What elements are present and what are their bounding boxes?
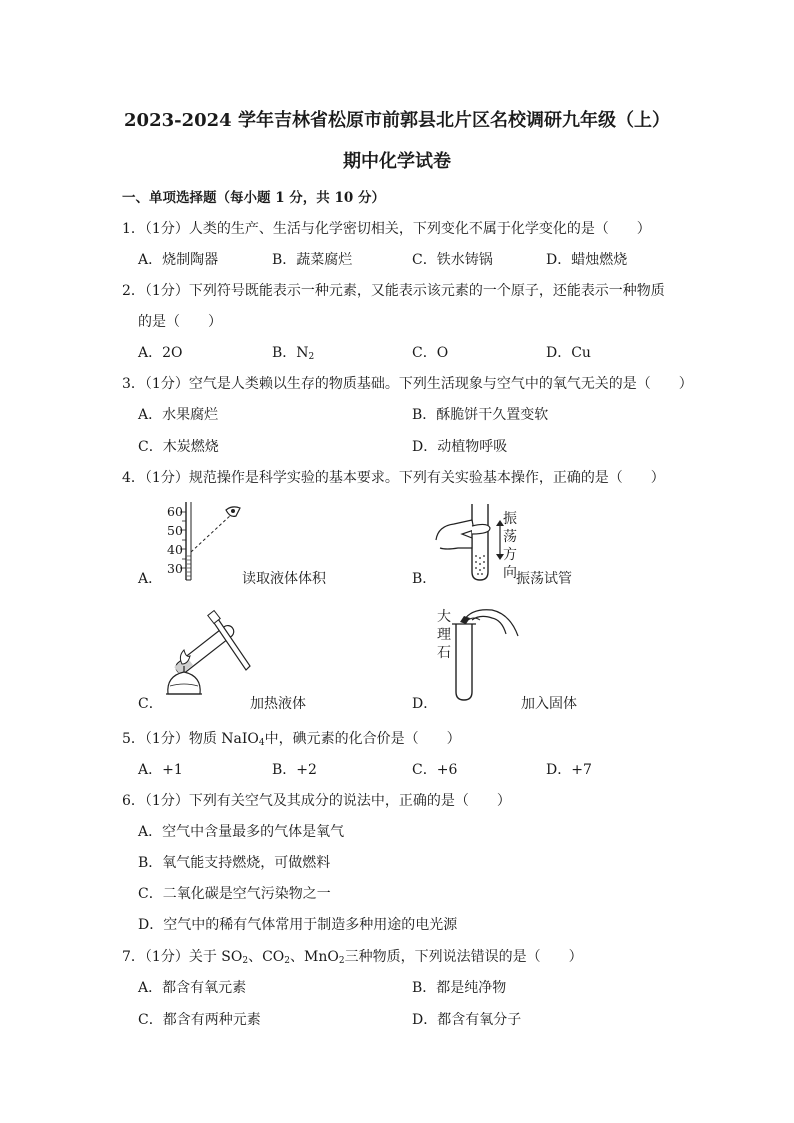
shake-label-2: 荡 [503,529,517,545]
figure-a-caption: 读取液体体积 [242,571,326,587]
question-7-stem-d: 三种物质，下列说法错误的是（ ） [344,949,583,965]
question-2-stem-cont: 的是（ ） [138,314,222,330]
question-2-option-a[interactable]: A．2O [138,345,183,361]
question-7-stem-a: 7．（1分）关于 SO [122,949,243,965]
question-2-stem: 2．（1分）下列符号既能表示一种元素，又能表示该元素的一个原子，还能表示一种物质 [122,283,665,299]
cylinder-tick-50: 50 [167,523,183,538]
question-4-option-b[interactable]: B． [412,571,437,587]
question-2-option-b-text: B．N [272,345,309,361]
question-5-stem-a: 5．（1分）物质 NaIO [122,731,259,747]
question-7-option-c[interactable]: C．都含有两种元素 [138,1012,261,1028]
marble-label-3: 石 [437,645,451,661]
shake-label-4: 向 [503,565,517,581]
question-4-stem: 4．（1分）规范操作是科学实验的基本要求。下列有关实验基本操作，正确的是（ ） [122,470,665,486]
question-4-option-d[interactable]: D． [412,696,438,712]
question-7-sub-1: 2 [242,956,249,966]
question-3-option-d[interactable]: D．动植物呼吸 [412,439,508,455]
question-3-stem: 3．（1分）空气是人类赖以生存的物质基础。下列生活现象与空气中的氧气无关的是（ ） [122,376,693,392]
question-2-option-c[interactable]: C．O [412,345,449,361]
question-2-option-d[interactable]: D．Cu [546,345,591,361]
adding-solid-figure [450,606,526,702]
question-3-option-c[interactable]: C．木炭燃烧 [138,439,219,455]
cylinder-tick-30: 30 [167,561,183,576]
question-2-option-b[interactable] [272,342,314,362]
question-5-option-b[interactable]: B．+2 [272,762,317,778]
question-7-sub-3: 2 [338,956,345,966]
question-2-option-b-subscript: 2 [308,352,315,362]
question-1-option-b[interactable]: B．蔬菜腐烂 [272,252,353,268]
figure-b-caption: 振荡试管 [516,571,572,587]
question-7-option-a[interactable]: A．都含有氧元素 [138,980,247,996]
question-5-stem [122,728,461,748]
section-heading: 一、单项选择题（每小题 1 分，共 10 分） [122,190,385,206]
shake-label-3: 方 [503,547,517,563]
question-7-stem-c: 、MnO [290,949,339,965]
exam-title-line2: 期中化学试卷 [343,151,451,172]
heating-liquid-figure [158,606,254,698]
question-3-option-b[interactable]: B．酥脆饼干久置变软 [412,407,549,423]
question-4-option-c[interactable]: C． [138,696,163,712]
figure-d-caption: 加入固体 [521,696,577,712]
question-1-stem: 1．（1分）人类的生产、生活与化学密切相关，下列变化不属于化学变化的是（ ） [122,221,651,237]
question-5-subscript: 4 [258,738,265,748]
question-7-sub-2: 2 [284,956,291,966]
question-5-option-d[interactable]: D．+7 [546,762,592,778]
question-6-option-c[interactable]: C．二氧化碳是空气污染物之一 [138,886,331,902]
marble-label-2: 理 [437,627,451,643]
question-1-option-d[interactable]: D．蜡烛燃烧 [546,252,628,268]
cylinder-tick-40: 40 [167,542,183,557]
question-1-option-a[interactable]: A．烧制陶器 [138,252,219,268]
cylinder-tick-60: 60 [167,504,183,519]
question-5-option-a[interactable]: A．+1 [138,762,183,778]
figure-c-caption: 加热液体 [250,696,306,712]
shake-label-1: 振 [503,511,517,527]
question-4-option-a[interactable]: A． [138,571,163,587]
question-7-option-d[interactable]: D．都含有氧分子 [412,1012,522,1028]
question-5-stem-b: 中，碘元素的化合价是（ ） [264,731,461,747]
exam-title-line1: 2023-2024 学年吉林省松原市前郭县北片区名校调研九年级（上） [124,110,670,131]
question-6-option-b[interactable]: B．氧气能支持燃烧，可做燃料 [138,855,331,871]
question-7-stem [122,946,583,966]
question-5-option-c[interactable]: C．+6 [412,762,458,778]
question-7-option-b[interactable]: B．都是纯净物 [412,980,507,996]
question-6-stem: 6．（1分）下列有关空气及其成分的说法中，正确的是（ ） [122,793,511,809]
question-7-stem-b: 、CO [248,949,285,965]
question-6-option-d[interactable]: D．空气中的稀有气体常用于制造多种用途的电光源 [138,917,458,933]
question-1-option-c[interactable]: C．铁水铸锅 [412,252,493,268]
question-3-option-a[interactable]: A．水果腐烂 [138,407,219,423]
marble-label-1: 大 [437,609,451,625]
question-6-option-a[interactable]: A．空气中含量最多的气体是氧气 [138,824,345,840]
